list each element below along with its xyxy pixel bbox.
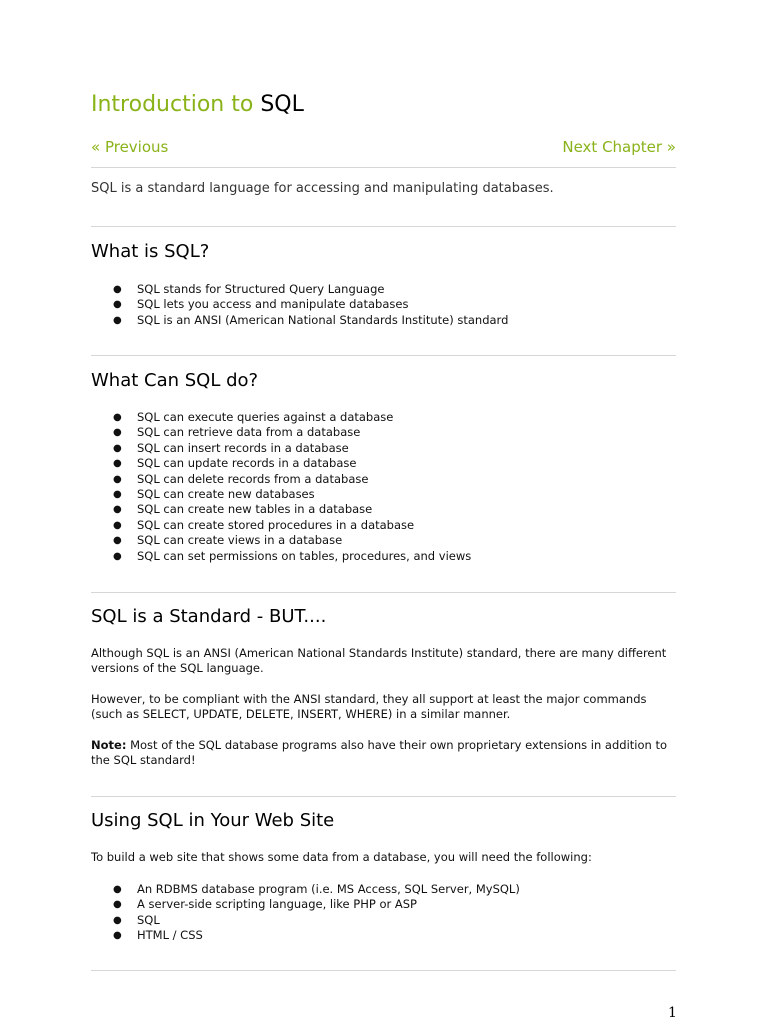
list-item: ● SQL can execute queries against a database xyxy=(113,410,394,424)
list-item: ● SQL can create views in a database xyxy=(113,533,343,548)
divider xyxy=(91,970,676,971)
previous-link[interactable]: « Previous xyxy=(91,138,169,156)
note-text: Most of the SQL database programs also have their own proprietary extensions in addition to the SQL standard! xyxy=(91,738,667,767)
divider xyxy=(91,592,676,593)
what-is-sql-list xyxy=(91,282,508,328)
section-heading-what-can-sql-do: What Can SQL do? xyxy=(91,370,259,391)
list-item: ● SQL is an ANSI (American National Standards Institute) standard xyxy=(113,312,509,327)
divider xyxy=(91,355,676,356)
standard-paragraph-2: However, to be compliant with the ANSI standard, they all support at least the major commands (such as SELECT, UPDATE, DELETE, INSERT, WHERE) in a similar manner. xyxy=(91,692,647,721)
list-item: ● A server-side scripting language, like PHP or ASP xyxy=(113,897,417,912)
list-item: ● SQL can update records in a database xyxy=(113,456,357,471)
list-item: ● SQL can delete records from a database xyxy=(113,471,369,486)
list-item: ● SQL can create new tables in a database xyxy=(113,502,373,517)
list-item: ● SQL can create new databases xyxy=(113,486,315,501)
divider xyxy=(91,796,676,797)
list-item: ● SQL can create stored procedures in a database xyxy=(113,517,415,532)
what-can-sql-do-list xyxy=(91,410,471,564)
web-paragraph: To build a web site that shows some data from a database, you will need the following: xyxy=(91,850,592,864)
standard-note xyxy=(91,738,681,768)
list-item: ● SQL lets you access and manipulate databases xyxy=(113,297,409,312)
intro-text: SQL is a standard language for accessing and manipulating databases. xyxy=(91,181,554,196)
list-item: ● SQL stands for Structured Query Language xyxy=(113,282,385,296)
note-label: Note: xyxy=(91,738,127,752)
page-number: 1 xyxy=(668,1005,677,1021)
section-heading-sql-standard: SQL is a Standard - BUT.... xyxy=(91,606,327,627)
web-requirements-list xyxy=(91,882,520,944)
divider xyxy=(91,226,676,227)
section-heading-what-is-sql: What is SQL? xyxy=(91,241,210,262)
list-item: ● An RDBMS database program (i.e. MS Access, SQL Server, MySQL) xyxy=(113,882,520,896)
divider xyxy=(91,167,676,168)
page-title-prefix: Introduction to xyxy=(91,92,254,117)
list-item: ● SQL can insert records in a database xyxy=(113,440,349,455)
list-item: ● SQL can retrieve data from a database xyxy=(113,425,361,440)
list-item: ● HTML / CSS xyxy=(113,928,203,943)
list-item: ● SQL can set permissions on tables, procedures, and views xyxy=(113,548,472,563)
page-title-sql: SQL xyxy=(260,92,304,117)
section-heading-using-sql-web: Using SQL in Your Web Site xyxy=(91,810,335,831)
next-chapter-link[interactable]: Next Chapter » xyxy=(562,138,676,156)
standard-paragraph-1: Although SQL is an ANSI (American National Standards Institute) standard, there are many different versions of the SQL language. xyxy=(91,646,667,675)
page-title xyxy=(91,92,304,117)
list-item: ● SQL xyxy=(113,912,160,927)
